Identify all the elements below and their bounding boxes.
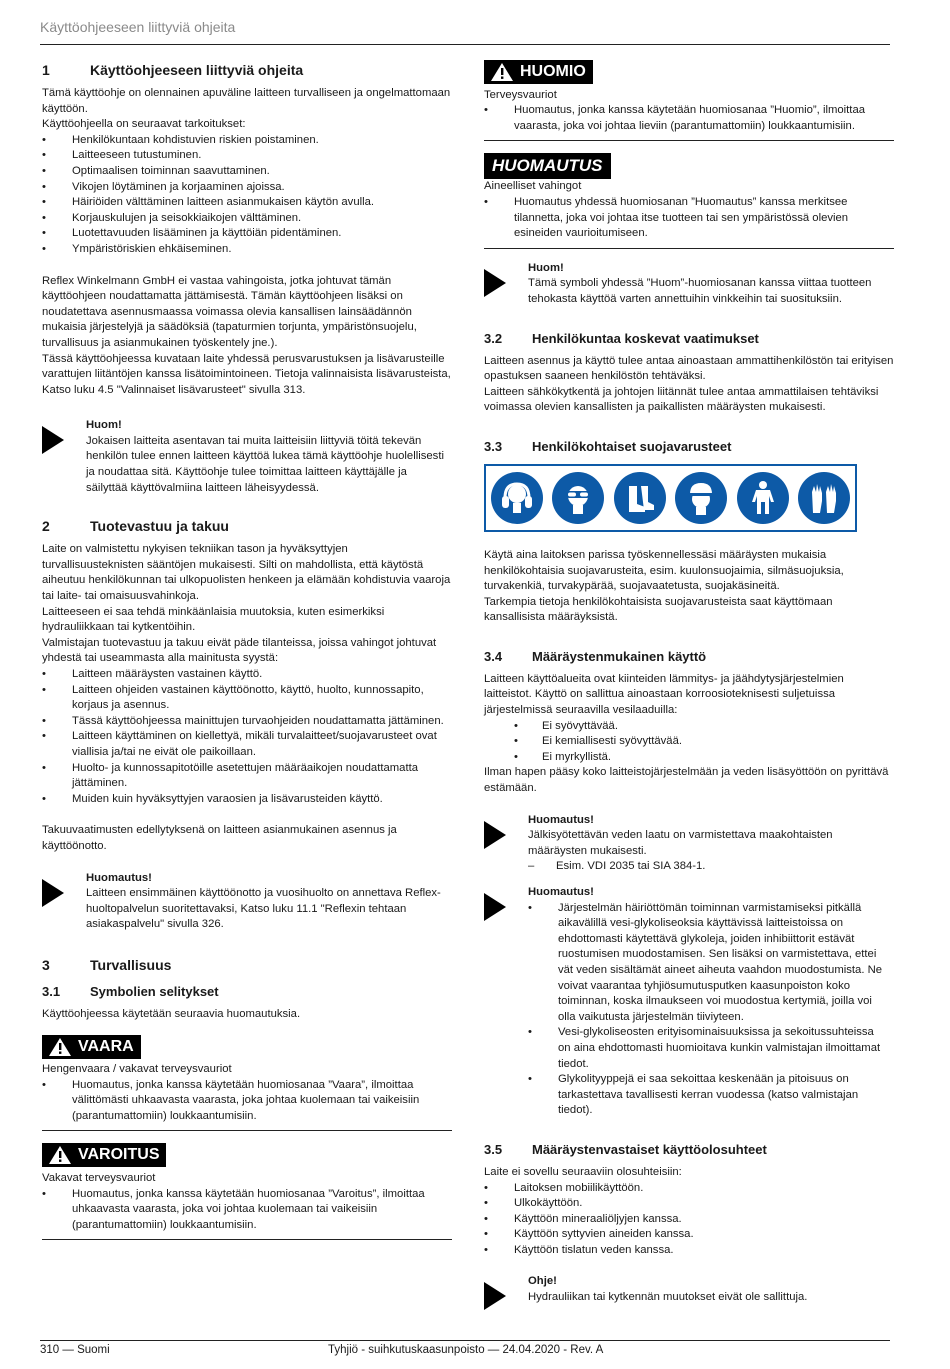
s2-p3: Valmistajan tuotevastuu ja takuu eivät päde tilanteissa, joissa vahingot johtuvat yhdestä tai useammasta alla mainitusta syystä: — [42, 636, 437, 665]
section-2-heading — [42, 516, 452, 536]
gloves-icon — [798, 472, 850, 524]
varoitus-subtitle: Vakavat terveysvauriot — [42, 1172, 156, 1185]
list-item: • Ei kemiallisesti syövyttävää. — [484, 734, 894, 750]
note-title: Ohje! — [528, 1275, 557, 1288]
s33-p2: Tarkempia tietoja henkilökohtaisista suojavarusteista saat käyttömaan kansallisista määräyksistä. — [484, 595, 833, 624]
list-item: • Luotettavuuden lisääminen ja käyttöiän pidentäminen. — [42, 226, 452, 242]
arrow-right-icon — [484, 893, 506, 921]
note-text: Jälkisyötettävän veden laatu on varmistettava maakohtaisten määräysten mukaisesti. — [528, 829, 833, 857]
list-item: • Optimaalisen toiminnan saavuttaminen. — [42, 164, 452, 180]
section-number: 3.2 — [484, 330, 503, 346]
note-huom — [42, 418, 452, 496]
list-item: • Ulkokäyttöön. — [484, 1196, 894, 1212]
note-list — [528, 901, 888, 1119]
section-title: Symbolien selitykset — [90, 983, 219, 999]
list-item: • Häiriöiden välttäminen laitteen asianmukaisen käytön avulla. — [42, 195, 452, 211]
section-title: Käyttöohjeeseen liittyviä ohjeita — [90, 62, 304, 78]
arrow-right-icon — [42, 426, 64, 454]
safety-boots-icon — [614, 472, 666, 524]
s32-p2: Laitteen sähkökytkentä ja johtojen liitännät tulee antaa ammattilaisen tehtäviksi voimassa olevien kansallisten ja paikallisten määräysten mukaisesti. — [484, 385, 879, 414]
huomio-text: • Huomautus, jonka kanssa käytetään huomiosanaa ”Huomio”, ilmoittaa vaarasta, joka voi johtaa lieviin (parantumattomiin) loukkaantumisiin. — [484, 103, 894, 134]
page-header: Käyttöohjeeseen liittyviä ohjeita — [40, 19, 236, 35]
list-item: • Käyttöön syttyvien aineiden kanssa. — [484, 1227, 894, 1243]
note-text: Hydrauliikan tai kytkennän muutokset eivät ole sallittuja. — [528, 1291, 808, 1304]
section-title: Turvallisuus — [90, 956, 172, 973]
list-item: • Tässä käyttöohjeessa mainittujen turvaohjeiden noudattamatta jättäminen. — [42, 714, 452, 730]
arrow-right-icon — [484, 821, 506, 849]
divider — [42, 1239, 452, 1240]
section-3-1-heading — [42, 983, 452, 1001]
s34-p2: Ilman hapen pääsy koko laitteistojärjestelmään ja veden lisäsyöttöön on pyrittävä estämään. — [484, 766, 889, 795]
section-3-4-heading — [484, 648, 894, 666]
note-text: Jokaisen laitteita asentavan tai muita laitteisiin liittyviä töitä tekevän henkilön tulee ennen laitteen käyttöä lukea tämä käyttöohje huolellisesti ja noudattaa sitä. Käyttöohje tulee toimittaa laitteen käyttäjälle ja säilyttää käyttövalmiina laitteen läheisyydessä. — [86, 434, 444, 494]
vaara-text: • Huomautus, jonka kanssa käytetään huomiosanaa ”Vaara”, ilmoittaa välittömästi uhkaavasta vaarasta, joka johtaa kuolemaan tai vaikeisiin (parantumattomiin) loukkaantumisiin. — [42, 1078, 452, 1125]
section-number: 3.5 — [484, 1141, 503, 1157]
divider — [484, 248, 894, 249]
s1-para2: Reflex Winkelmann GmbH ei vastaa vahingoista, jotka johtuvat tämän käyttöohjeen noudattamatta jättämisestä. Tämän käyttöohjeen lisäksi on noudatettava asennusmaassa voimassa olevia kansallisen lainsäädännön mukaisia järjestelyjä ja säädöksiä (tapaturmien torjunta, ympäristönsuojelu, turvallisuus ja asianmukainen työskentely jne.). — [42, 274, 417, 349]
note-huom-symbol — [484, 261, 894, 308]
section-number: 3.1 — [42, 983, 61, 999]
section-number: 3 — [42, 956, 50, 973]
huomautus-block — [484, 153, 894, 248]
header-rule — [40, 44, 890, 45]
s2-p1: Laite on valmistettu nykyisen tekniikan tason ja hyväksyttyjen turvallisuusteknisten sääntöjen mukaisesti. Silti on mahdollista, että käytöstä aiheutuu henkilökunnan tai ulkopuolisten henkeen ja elämään kohdistuvia vaaroja tai laite- tai omaisuusvahinkoja. — [42, 543, 451, 603]
s35-list — [484, 1181, 894, 1259]
warning-triangle-icon — [48, 1037, 72, 1057]
note-huomautus — [42, 871, 452, 933]
s35-intro: Laite ei sovellu seuraaviin olosuhteisiin: — [484, 1165, 682, 1178]
arrow-right-icon — [484, 269, 506, 297]
protective-suit-icon — [737, 472, 789, 524]
note-ohje — [484, 1274, 894, 1310]
list-item: • Glykolityyppejä ei saa sekoittaa keskenään ja pitoisuus on tarkastettava tavallisesti kerran vuodessa (katso valmistajan tiedot). — [528, 1072, 888, 1119]
huomio-badge: HUOMIO — [484, 60, 593, 84]
divider — [484, 140, 894, 141]
s2-p4: Takuuvaatimusten edellytyksenä on laitteen asianmukainen asennus ja käyttöönotto. — [42, 824, 397, 852]
vaara-badge: VAARA — [42, 1035, 141, 1059]
right-column — [484, 60, 894, 1310]
s1-intro: Tämä käyttöohje on olennainen apuväline laitteen turvalliseen ja ongelmattomaan käyttöön. — [42, 87, 451, 115]
vaara-block — [42, 1035, 452, 1132]
varoitus-block — [42, 1143, 452, 1240]
ppe-icons — [484, 464, 857, 532]
huomautus-subtitle: Aineelliset vahingot — [484, 180, 582, 193]
note-glycol — [484, 885, 894, 1119]
list-item: • Käyttöön mineraaliöljyjen kanssa. — [484, 1212, 894, 1228]
divider — [42, 1130, 452, 1131]
vaara-subtitle: Hengenvaara / vakavat terveysvauriot — [42, 1063, 232, 1076]
note-title: Huomautus! — [528, 813, 594, 826]
s34-p1: Laitteen käyttöalueita ovat kiinteiden lämmitys- ja jäähdytysjärjestelmien laitteistot. Käyttö on sallittua ainoastaan korroosioteknisesti suljetuissa järjestelmissä seuraavilla vesilaaduilla: — [484, 672, 844, 717]
huomio-subtitle: Terveysvauriot — [484, 88, 557, 101]
list-item: • Ympäristöriskien ehkäiseminen. — [42, 242, 452, 258]
s31-intro: Käyttöohjeessa käytetään seuraavia huomautuksia. — [42, 1007, 301, 1020]
section-title: Henkilökohtaiset suojavarusteet — [532, 438, 732, 454]
list-item: • Henkilökuntaan kohdistuvien riskien poistaminen. — [42, 133, 452, 149]
section-3-3-heading — [484, 438, 894, 456]
section-title: Määräystenvastaiset käyttöolosuhteet — [532, 1141, 767, 1157]
left-column — [42, 60, 452, 1240]
list-item: • Laitteeseen tutustuminen. — [42, 148, 452, 164]
warning-triangle-icon — [48, 1145, 72, 1165]
footer-doc: Tyhjiö - suihkutuskaasunpoisto — 24.04.2020 - Rev. A — [328, 1344, 604, 1356]
section-3-heading — [42, 955, 452, 975]
note-dash-item: – Esim. VDI 2035 tai SIA 384-1. — [528, 860, 706, 873]
warning-triangle-icon — [490, 62, 514, 82]
s1-lead: Käyttöohjeella on seuraavat tarkoitukset: — [42, 118, 246, 131]
s1-para3: Tässä käyttöohjeessa kuvataan laite yhdessä perusvarustuksen ja lisävarusteille varattujen liitäntöjen kanssa lisätoimintoineen. Tietoja valinnaisista lisävarusteista, Katso luku 4.5 "Valinnaiset lisävarusteet" sivulla 313. — [42, 352, 451, 396]
section-3-2-heading — [484, 330, 894, 348]
section-number: 3.3 — [484, 438, 503, 454]
note-title: Huomautus! — [528, 886, 594, 898]
varoitus-text: • Huomautus, jonka kanssa käytetään huomiosanaa ”Varoitus”, ilmoittaa uhkaavasta vaarasta, joka voi johtaa kuolemaan tai vaikeisiin (parantumattomiin) loukkaantumisiin. — [42, 1187, 452, 1234]
section-number: 2 — [42, 518, 50, 535]
list-item: • Laitoksen mobiilikäyttöön. — [484, 1181, 894, 1197]
note-title: Huom! — [86, 419, 122, 432]
section-title: Määräystenmukainen käyttö — [532, 648, 707, 664]
list-item: • Ei myrkyllistä. — [484, 750, 894, 766]
ear-protection-icon — [491, 472, 543, 524]
section-number: 3.4 — [484, 648, 503, 664]
arrow-right-icon — [42, 879, 64, 907]
list-item: • Vesi-glykoliseosten erityisominaisuuksissa ja sekoitussuhteissa on aina ehdottomasti huomioitava kunkin valmistajan ilmoittamat tiedot. — [528, 1025, 888, 1072]
list-item: • Laitteen käyttäminen on kiellettyä, mikäli turvalaitteet/suojavarusteet ovat viallisia ja/tai ne eivät ole paikoillaan. — [42, 729, 452, 760]
note-text: Tämä symboli yhdessä ”Huom”-huomiosanan kanssa viittaa tuotteen tehokasta käyttöä varten annettuihin vinkkeihin tai suosituksiin. — [528, 277, 872, 305]
s2-list — [42, 667, 452, 807]
note-water-quality — [484, 813, 894, 875]
note-title: Huom! — [528, 261, 564, 274]
huomautus-badge: HUOMAUTUS — [484, 153, 611, 179]
note-title: Huomautus! — [86, 871, 152, 884]
list-item: • Järjestelmän häiriöttömän toiminnan varmistamiseksi pitkällä aikavälillä vesi-glykoliseoksia käyttävissä laitteistoissa on ehdottomasti käytettävä glykoleja, joiden inhibiittorit estävät ruostumisen muodostamisen. Sen lisäksi on varmistettava, ettei vät veden sisältämät aineet aiheuta vaahdon muodostumista. Ne voivat vaarantaa tyhjiösumutusputken kaasunpoiston koko toiminnan, koska ilmaukseen voi muodostua kertymiä, joilla voi olla vaikutusta järjestelmän tiiviyteen. — [528, 901, 888, 1026]
section-title: Tuotevastuu ja takuu — [90, 518, 229, 535]
s32-p1: Laitteen asennus ja käyttö tulee antaa ainoastaan ammattihenkilöstön tai erityisen opastuksen saaneen henkilöstön tehtäväksi. — [484, 354, 894, 383]
list-item: • Vikojen löytäminen ja korjaaminen ajoissa. — [42, 180, 452, 196]
s33-p1: Käytä aina laitoksen parissa työskennellessäsi määräysten mukaisia henkilökohtaisia suojavarusteita, esim. kuulonsuojaimia, silmäsuojuksia, turvakenkiä, turvakypärää, suojavaatetusta, suojakäsineitä. — [484, 548, 844, 593]
note-text: Laitteen ensimmäinen käyttöönotto ja vuosihuolto on annettava Reflex-huoltopalvelun suoritettavaksi, Katso luku 11.1 "Reflexin tehtaan asiakaspalvelu" sivulla 326. — [86, 887, 441, 931]
footer-page: 310 — Suomi — [40, 1344, 110, 1356]
s2-p2: Laitteeseen ei saa tehdä minkäänlaisia muutoksia, kuten esimerkiksi hydrauliikkaan tai kytkentöihin. — [42, 605, 385, 634]
huomautus-text: • Huomautus yhdessä huomiosanan ”Huomautus” kanssa merkitsee tilannetta, joka voi johtaa itse tuotteen tai sen ympäristössä olevien esineiden vaurioitumiseen. — [484, 195, 894, 242]
s34-list — [484, 719, 894, 766]
section-title: Henkilökuntaa koskevat vaatimukset — [532, 330, 759, 346]
list-item: • Korjauskulujen ja seisokkiaikojen välttäminen. — [42, 211, 452, 227]
list-item: • Huolto- ja kunnossapitotöille asetettujen määräaikojen noudattamatta jättäminen. — [42, 761, 452, 792]
s1-list — [42, 133, 452, 258]
list-item: • Laitteen määräysten vastainen käyttö. — [42, 667, 452, 683]
huomio-block — [484, 60, 894, 141]
varoitus-badge: VAROITUS — [42, 1143, 166, 1167]
list-item: • Ei syövyttävää. — [484, 719, 894, 735]
arrow-right-icon — [484, 1282, 506, 1310]
footer-rule — [40, 1340, 890, 1341]
goggles-icon — [552, 472, 604, 524]
section-3-5-heading — [484, 1141, 894, 1159]
helmet-icon — [675, 472, 727, 524]
list-item: • Muiden kuin hyväksyttyjen varaosien ja lisävarusteiden käyttö. — [42, 792, 452, 808]
section-1-heading — [42, 60, 452, 80]
list-item: • Käyttöön tislatun veden kanssa. — [484, 1243, 894, 1259]
list-item: • Laitteen ohjeiden vastainen käyttöönotto, käyttö, huolto, kunnossapito, korjaus ja asennus. — [42, 683, 452, 714]
section-number: 1 — [42, 62, 50, 78]
